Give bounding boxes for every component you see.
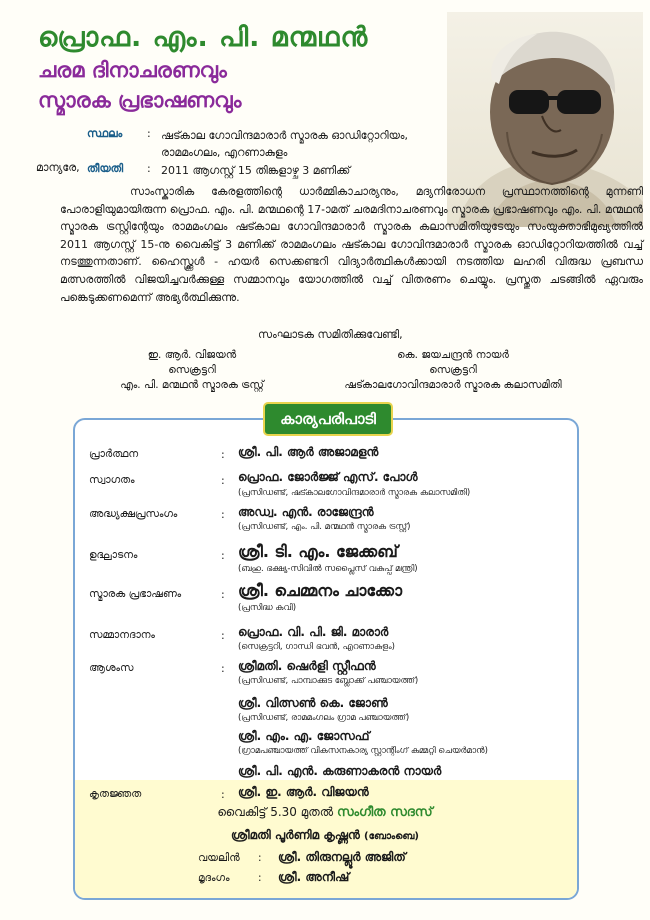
- programme-name-11: ശ്രീ. ഇ. ആർ. വിജയൻ: [238, 785, 369, 799]
- programme-colon-11: :: [221, 788, 225, 801]
- signatory-1-org: എം. പി. മന്മഥൻ സ്മാരക ട്രസ്റ്റ്: [120, 379, 264, 391]
- venue-line-2: രാമമംഗലം, എറണാകുളം: [161, 146, 288, 159]
- programme-name-8: ശ്രീ. വിത്സൺ കെ. ജോൺ: [238, 696, 388, 710]
- signatory-1-name: ഇ. ആർ. വിജയൻ: [147, 349, 237, 361]
- performer-line: [0, 828, 650, 843]
- programme-role-4: ഉദ്ഘാടനം: [89, 549, 138, 561]
- programme-name-9: ശ്രീ. എം. എ. ജോസഫ്: [238, 729, 370, 743]
- programme-role-2: സ്വാഗതം: [89, 474, 135, 486]
- programme-role-5: സ്മാരക പ്രഭാഷണം: [89, 588, 182, 600]
- programme-sub-8: (പ്രസിഡണ്ട്, രാമമംഗലം ഗ്രാമ പഞ്ചായത്ത്): [238, 713, 410, 723]
- accompanist-2-name: ശ്രീ. അനീഷ്: [278, 870, 350, 884]
- venue-row: [87, 127, 467, 163]
- accompanist-1-name: ശ്രീ. തിരുനല്ലൂർ അജിത്: [278, 850, 406, 864]
- date-value: 2011 ആഗസ്റ്റ് 15 തിങ്കളാഴ്ച 3 മണിക്ക്: [161, 164, 351, 177]
- page-title: പ്രൊഫ. എം. പി. മന്മഥൻ: [38, 22, 369, 53]
- venue-label: സ്ഥലം: [87, 127, 123, 140]
- programme-colon-1: :: [221, 448, 225, 461]
- programme-sub-7: (പ്രസിഡണ്ട്, പാമ്പാക്കുട ബ്ലോക്ക് പഞ്ചായത്ത്): [238, 676, 419, 686]
- music-time-line: [0, 805, 650, 820]
- programme-name-1: ശ്രീ. പി. ആർ അജാമളൻ: [238, 445, 379, 459]
- venue-value: [161, 127, 461, 161]
- sign-off: സംഘാടക സമിതിക്കുവേണ്ടി,: [258, 328, 403, 341]
- accompanist-2-instrument: മൃദംഗം: [198, 872, 230, 884]
- date-colon: :: [147, 162, 151, 175]
- performer-name: ശ്രീമതി പൂർണിമ കൃഷ്ണൻ: [230, 828, 360, 842]
- signatory-1-role: സെക്രട്ടറി: [168, 364, 216, 376]
- programme-colon-5: :: [221, 588, 225, 601]
- signatory-1: [92, 348, 292, 393]
- programme-name-6: പ്രൊഫ. വി. പി. ജി. മാരാർ: [238, 625, 389, 639]
- programme-name-3: അഡ്വ. എൻ. രാജേന്ദ്രൻ: [238, 505, 374, 519]
- programme-colon-2: :: [221, 474, 225, 487]
- programme-sub-5: (പ്രസിദ്ധ കവി): [238, 603, 297, 613]
- programme-sub-6: (സെക്രട്ടറി, ഗാന്ധി ഭവൻ, എറണാകുളം): [238, 642, 396, 652]
- accompanist-1-colon: :: [258, 852, 262, 864]
- programme-colon-6: :: [221, 629, 225, 642]
- programme-colon-3: :: [221, 508, 225, 521]
- signatory-2-role: സെക്രട്ടറി: [429, 364, 477, 376]
- signatory-2-org: ഷട്കാലഗോവിന്ദമാരാർ സ്മാരക കലാസമിതി: [344, 379, 562, 391]
- page-subtitle-1: ചരമ ദിനാചരണവും: [38, 58, 227, 82]
- programme-name-10: ശ്രീ. പി. എൻ. കരുണാകരൻ നായർ: [238, 764, 442, 778]
- programme-sub-3: (പ്രസിഡണ്ട്, എം. പി. മന്മഥൻ സ്മാരക ട്രസ്റ്റ്): [238, 522, 411, 532]
- accompanist-1-instrument: വയലിൻ: [198, 852, 240, 864]
- programme-sub-2: (പ്രസിഡണ്ട്, ഷട്കാലഗോവിന്ദമാരാർ സ്മാരക കലാസമിതി): [238, 488, 471, 498]
- programme-role-3: അദ്ധ്യക്ഷപ്രസംഗം: [89, 508, 178, 520]
- programme-name-7: ശ്രീമതി. ഷെർളി സ്റ്റീഫൻ: [238, 659, 376, 673]
- salutation: മാന്യരേ,: [36, 161, 80, 174]
- music-time: വൈകിട്ട് 5.30 മുതൽ: [217, 805, 334, 819]
- page-subtitle-2: സ്മാരക പ്രഭാഷണവും: [38, 88, 242, 112]
- programme-role-11: കൃതജ്ഞത: [89, 788, 142, 800]
- performer-place: (ബോംബെ): [364, 831, 419, 842]
- accompanist-2-colon: :: [258, 872, 262, 884]
- programme-role-7: ആശംസ: [89, 662, 134, 674]
- programme-role-1: പ്രാർത്ഥന: [89, 448, 139, 460]
- venue-colon: :: [147, 127, 151, 140]
- letter-body: സാംസ്കാരിക കേരളത്തിന്റെ ധാർമ്മികാചാര്യനും, മദ്യനിരോധന പ്രസ്ഥാനത്തിന്റെ മുന്നണി പോരാളിയുമായിരുന്ന പ്രൊഫ. എം. പി. മന്മഥന്റെ 17-ാമത് ചരമദിനാചരണവും സ്മാരക പ്രഭാഷണവും എം. പി. മന്മഥൻ സ്മാരക ട്രസ്റ്റിന്റേയും രാമമംഗലം ഷട്കാല ഗോവിന്ദമാരാർ സ്മാരക കലാസമിതിയുടേയും സംയുക്താഭിമുഖ്യത്തിൽ 2011 ആഗസ്റ്റ് 15-നു വൈകിട്ട് 3 മണിക്ക് രാമമംഗലം ഷട്കാല ഗോവിന്ദമാരാർ സ്മാരക ഓഡിറ്റോറിയത്തിൽ വച്ച് നടത്തുന്നതാണ്. ഹൈസ്ക്കൂൾ - ഹയർ സെക്കണ്ടറി വിദ്യാർത്ഥികൾക്കായി നടത്തിയ ലഹരി വിരുദ്ധ പ്രബന്ധ മത്സരത്തിൽ വിജയിച്ചവർക്കുള്ള സമ്മാനവും യോഗത്തിൽ വച്ച് വിതരണം ചെയ്യും. പ്രസ്തുത ചടങ്ങിൽ ഏവരും പങ്കെടുക്കണമെന്ന് അഭ്യർത്ഥിക്കുന്നു.: [60, 185, 643, 304]
- programme-colon-4: :: [221, 549, 225, 562]
- music-event: സംഗീത സദസ്: [336, 805, 433, 820]
- date-row: [87, 162, 467, 180]
- programme-name-2: പ്രൊഫ. ജോർജ്ജ് എസ്. പോൾ: [238, 470, 418, 484]
- programme-role-6: സമ്മാനദാനം: [89, 629, 155, 641]
- venue-line-1: ഷട്കാല ഗോവിന്ദമാരാർ സ്മാരക ഓഡിറ്റോറിയം,: [161, 129, 408, 142]
- signatory-2: [318, 348, 588, 393]
- programme-colon-7: :: [221, 662, 225, 675]
- programme-heading: കാര്യപരിപാടി: [263, 402, 393, 436]
- programme-sub-4: (ബഹു. ഭക്ഷ്യ-സിവിൽ സപ്ലൈസ് വകുപ്പ് മന്ത്രി): [238, 564, 418, 574]
- signatory-2-name: കെ. ജയചന്ദ്രൻ നായർ: [397, 349, 509, 361]
- programme-sub-9: (ഗ്രാമപഞ്ചായത്ത് വികസനകാര്യ സ്റ്റാന്റിംഗ് കമ്മറ്റി ചെയർമാൻ): [238, 746, 488, 756]
- programme-name-4: ശ്രീ. ടി. എം. ജേക്കബ്: [238, 542, 398, 561]
- date-label: തീയതി: [87, 162, 124, 175]
- programme-name-5: ശ്രീ. ചെമ്മനം ചാക്കോ: [238, 581, 403, 600]
